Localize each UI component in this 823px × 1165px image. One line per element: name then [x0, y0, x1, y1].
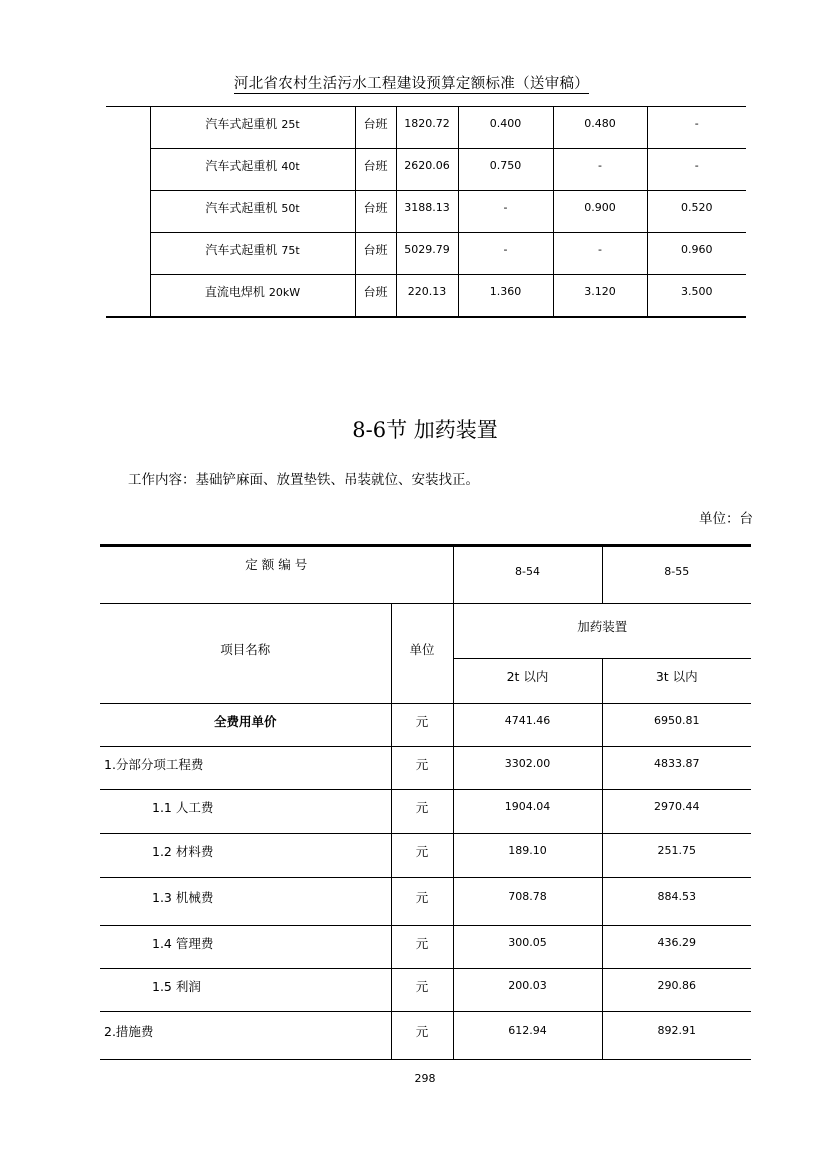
value-cell: - [647, 149, 746, 191]
quota-table [100, 544, 751, 1060]
value-cell: 612.94 [453, 1012, 602, 1060]
item-name-header: 项目名称 [100, 604, 391, 704]
value-cell: 0.960 [647, 233, 746, 275]
value-cell: 189.10 [453, 834, 602, 878]
unit-cell: 台班 [355, 233, 396, 275]
price-cell: 1820.72 [396, 107, 458, 149]
table-row [100, 926, 751, 969]
machine-consumption-table [106, 106, 746, 318]
price-cell: 3188.13 [396, 191, 458, 233]
value-cell: 3302.00 [453, 747, 602, 790]
sub-header: 2t 以内 [453, 659, 602, 704]
page-number: 298 [414, 1072, 436, 1085]
unit-cell: 台班 [355, 191, 396, 233]
value-cell: 6950.81 [602, 704, 751, 747]
machine-name: 汽车式起重机 25t [150, 107, 355, 149]
value-cell: 0.520 [647, 191, 746, 233]
code-cell: 8-54 [453, 546, 602, 604]
item-name: 2.措施费 [100, 1012, 391, 1060]
unit-cell: 元 [391, 790, 453, 834]
section-title: 8-6节 加药装置 [352, 418, 498, 442]
value-cell: - [458, 233, 553, 275]
table-row [106, 233, 746, 275]
unit-cell: 台班 [355, 149, 396, 191]
table-row [100, 747, 751, 790]
value-cell: - [647, 107, 746, 149]
value-cell: 200.03 [453, 969, 602, 1012]
group-header: 加药装置 [453, 604, 751, 659]
value-cell: 708.78 [453, 878, 602, 926]
table-row [100, 1012, 751, 1060]
unit-cell: 元 [391, 834, 453, 878]
table-row [100, 790, 751, 834]
table-row [106, 107, 746, 149]
value-cell: 290.86 [602, 969, 751, 1012]
header-row [100, 604, 751, 659]
value-cell: 3.500 [647, 275, 746, 317]
value-cell: 884.53 [602, 878, 751, 926]
category-cell [106, 107, 150, 317]
item-name: 1.分部分项工程费 [100, 747, 391, 790]
value-cell: 0.400 [458, 107, 553, 149]
value-cell: 4833.87 [602, 747, 751, 790]
table-row [100, 704, 751, 747]
item-name: 1.4 管理费 [100, 926, 391, 969]
table-row [106, 149, 746, 191]
sub-header: 3t 以内 [602, 659, 751, 704]
item-name: 全费用单价 [100, 704, 391, 747]
code-label: 定 额 编 号 [100, 546, 453, 604]
value-cell: 1904.04 [453, 790, 602, 834]
unit-cell: 元 [391, 926, 453, 969]
value-cell: 0.900 [553, 191, 647, 233]
unit-cell: 元 [391, 747, 453, 790]
item-name: 1.1 人工费 [100, 790, 391, 834]
item-name: 1.2 材料费 [100, 834, 391, 878]
unit-cell: 元 [391, 969, 453, 1012]
machine-name: 汽车式起重机 50t [150, 191, 355, 233]
table-row [100, 878, 751, 926]
value-cell: 300.05 [453, 926, 602, 969]
price-cell: 5029.79 [396, 233, 458, 275]
table-row [100, 969, 751, 1012]
page-header [0, 72, 823, 93]
value-cell: - [458, 191, 553, 233]
value-cell: 436.29 [602, 926, 751, 969]
value-cell: 0.750 [458, 149, 553, 191]
price-cell: 220.13 [396, 275, 458, 317]
table-row [106, 191, 746, 233]
unit-cell: 元 [391, 878, 453, 926]
document-title: 河北省农村生活污水工程建设预算定额标准（送审稿） [233, 76, 590, 92]
unit-label: 单位：台 [699, 511, 753, 527]
value-cell: 0.480 [553, 107, 647, 149]
table-row [106, 275, 746, 317]
value-cell: 3.120 [553, 275, 647, 317]
table-row [100, 834, 751, 878]
machine-name: 汽车式起重机 75t [150, 233, 355, 275]
value-cell: 4741.46 [453, 704, 602, 747]
machine-name: 直流电焊机 20kW [150, 275, 355, 317]
item-name: 1.5 利润 [100, 969, 391, 1012]
code-row [100, 546, 751, 604]
unit-cell: 台班 [355, 275, 396, 317]
value-cell: - [553, 233, 647, 275]
value-cell: 251.75 [602, 834, 751, 878]
unit-header: 单位 [391, 604, 453, 704]
unit-cell: 元 [391, 704, 453, 747]
unit-cell: 元 [391, 1012, 453, 1060]
price-cell: 2620.06 [396, 149, 458, 191]
unit-cell: 台班 [355, 107, 396, 149]
value-cell: 1.360 [458, 275, 553, 317]
value-cell: 892.91 [602, 1012, 751, 1060]
code-cell: 8-55 [602, 546, 751, 604]
value-cell: 2970.44 [602, 790, 751, 834]
work-content: 工作内容：基础铲麻面、放置垫铁、吊装就位、安装找正。 [128, 472, 479, 488]
item-name: 1.3 机械费 [100, 878, 391, 926]
value-cell: - [553, 149, 647, 191]
machine-name: 汽车式起重机 40t [150, 149, 355, 191]
